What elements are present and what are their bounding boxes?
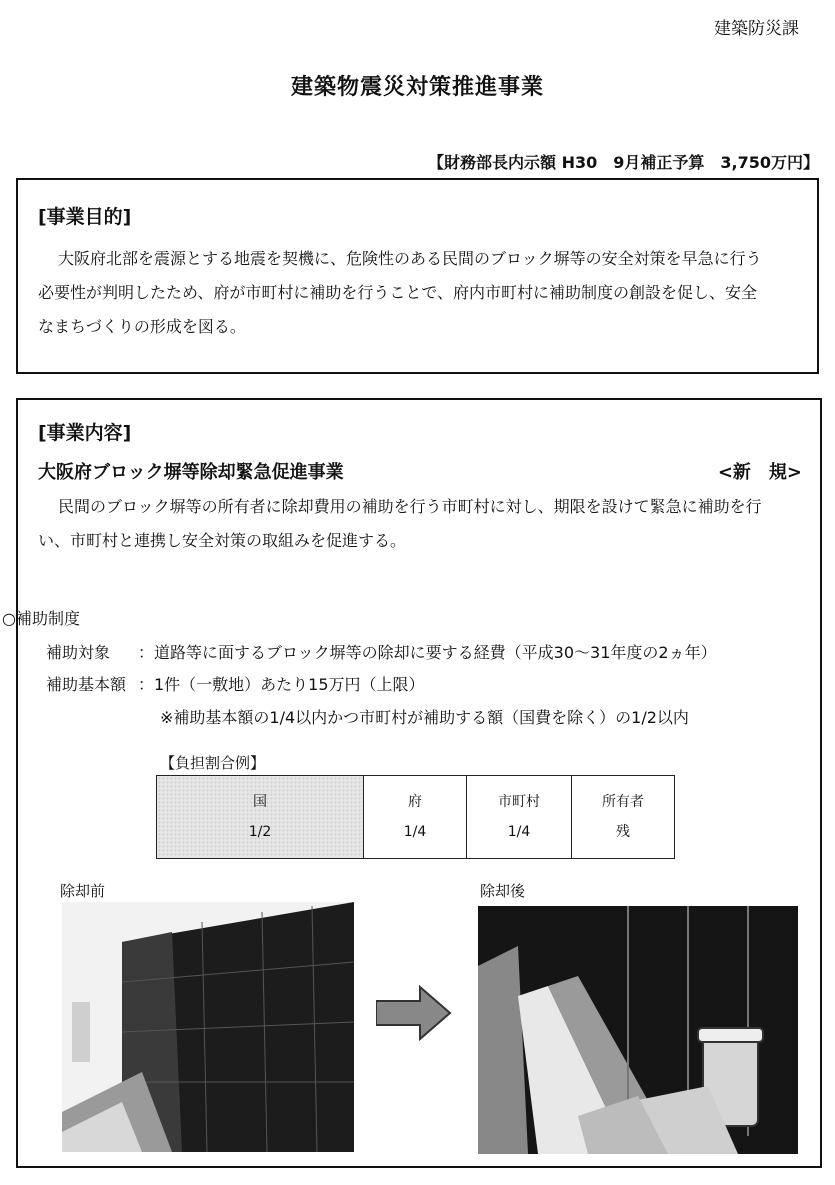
subsidy-note: ※補助基本額の1/4以内かつ市町村が補助する額（国費を除く）の1/2以内 (160, 708, 689, 727)
after-photo (478, 906, 798, 1154)
purpose-line-3: なまちづくりの形成を図る。 (38, 317, 246, 336)
new-badge: <新 規> (717, 462, 802, 483)
ratio-name: 所有者 (602, 794, 644, 810)
purpose-line-1: 大阪府北部を震源とする地震を契機に、危険性のある民間のブロック塀等の安全対策を早急に行う (58, 249, 762, 268)
before-label: 除却前 (60, 882, 106, 900)
ratio-name: 府 (408, 794, 422, 810)
ratio-value: 残 (616, 824, 630, 840)
department-label: 建築防災課 (714, 19, 799, 39)
base-label: 補助基本額 (46, 675, 127, 694)
content-heading: [事業内容] (38, 422, 132, 444)
ratio-name: 市町村 (498, 794, 540, 810)
purpose-text (38, 242, 808, 344)
target-value: ：道路等に面するブロック塀等の除却に要する経費（平成30〜31年度の2ヵ年） (138, 643, 717, 662)
ratio-name: 国 (253, 794, 267, 810)
desc-line-1: 民間のブロック塀等の所有者に除却費用の補助を行う市町村に対し、期限を設けて緊急に補助を行 (58, 497, 762, 516)
base-value: ：1件（一敷地）あたり15万円（上限） (138, 675, 425, 694)
ratio-value: 1/4 (403, 824, 427, 840)
system-label: ○補助制度 (2, 609, 80, 628)
page-title: 建築物震災対策推進事業 (290, 75, 544, 100)
before-photo (62, 902, 354, 1152)
after-photo-image (478, 906, 798, 1154)
purpose-box (16, 178, 819, 374)
after-label: 除却後 (480, 882, 526, 900)
project-name: 大阪府ブロック塀等除却緊急促進事業 (38, 462, 344, 483)
ratio-cell-national (157, 776, 364, 859)
purpose-heading: [事業目的] (38, 206, 132, 228)
budget-label: 【財務部長内示額 H30 9月補正予算 3,750万円】 (428, 153, 819, 172)
ratio-value: 1/2 (248, 824, 272, 840)
ratio-value: 1/4 (507, 824, 531, 840)
ratio-caption: 【負担割合例】 (160, 754, 266, 772)
desc-line-2: い、市町村と連携し安全対策の取組みを促進する。 (38, 531, 407, 550)
project-description (38, 490, 808, 558)
ratio-cell-municipality (467, 776, 572, 859)
arrow-right-icon (376, 985, 452, 1041)
ratio-cell-prefecture (364, 776, 467, 859)
before-photo-image (62, 902, 354, 1152)
ratio-cell-owner (572, 776, 675, 859)
purpose-line-2: 必要性が判明したため、府が市町村に補助を行うことで、府内市町村に補助制度の創設を促し、安全 (38, 283, 758, 302)
target-label: 補助対象 (46, 643, 111, 662)
ratio-table (156, 775, 675, 859)
